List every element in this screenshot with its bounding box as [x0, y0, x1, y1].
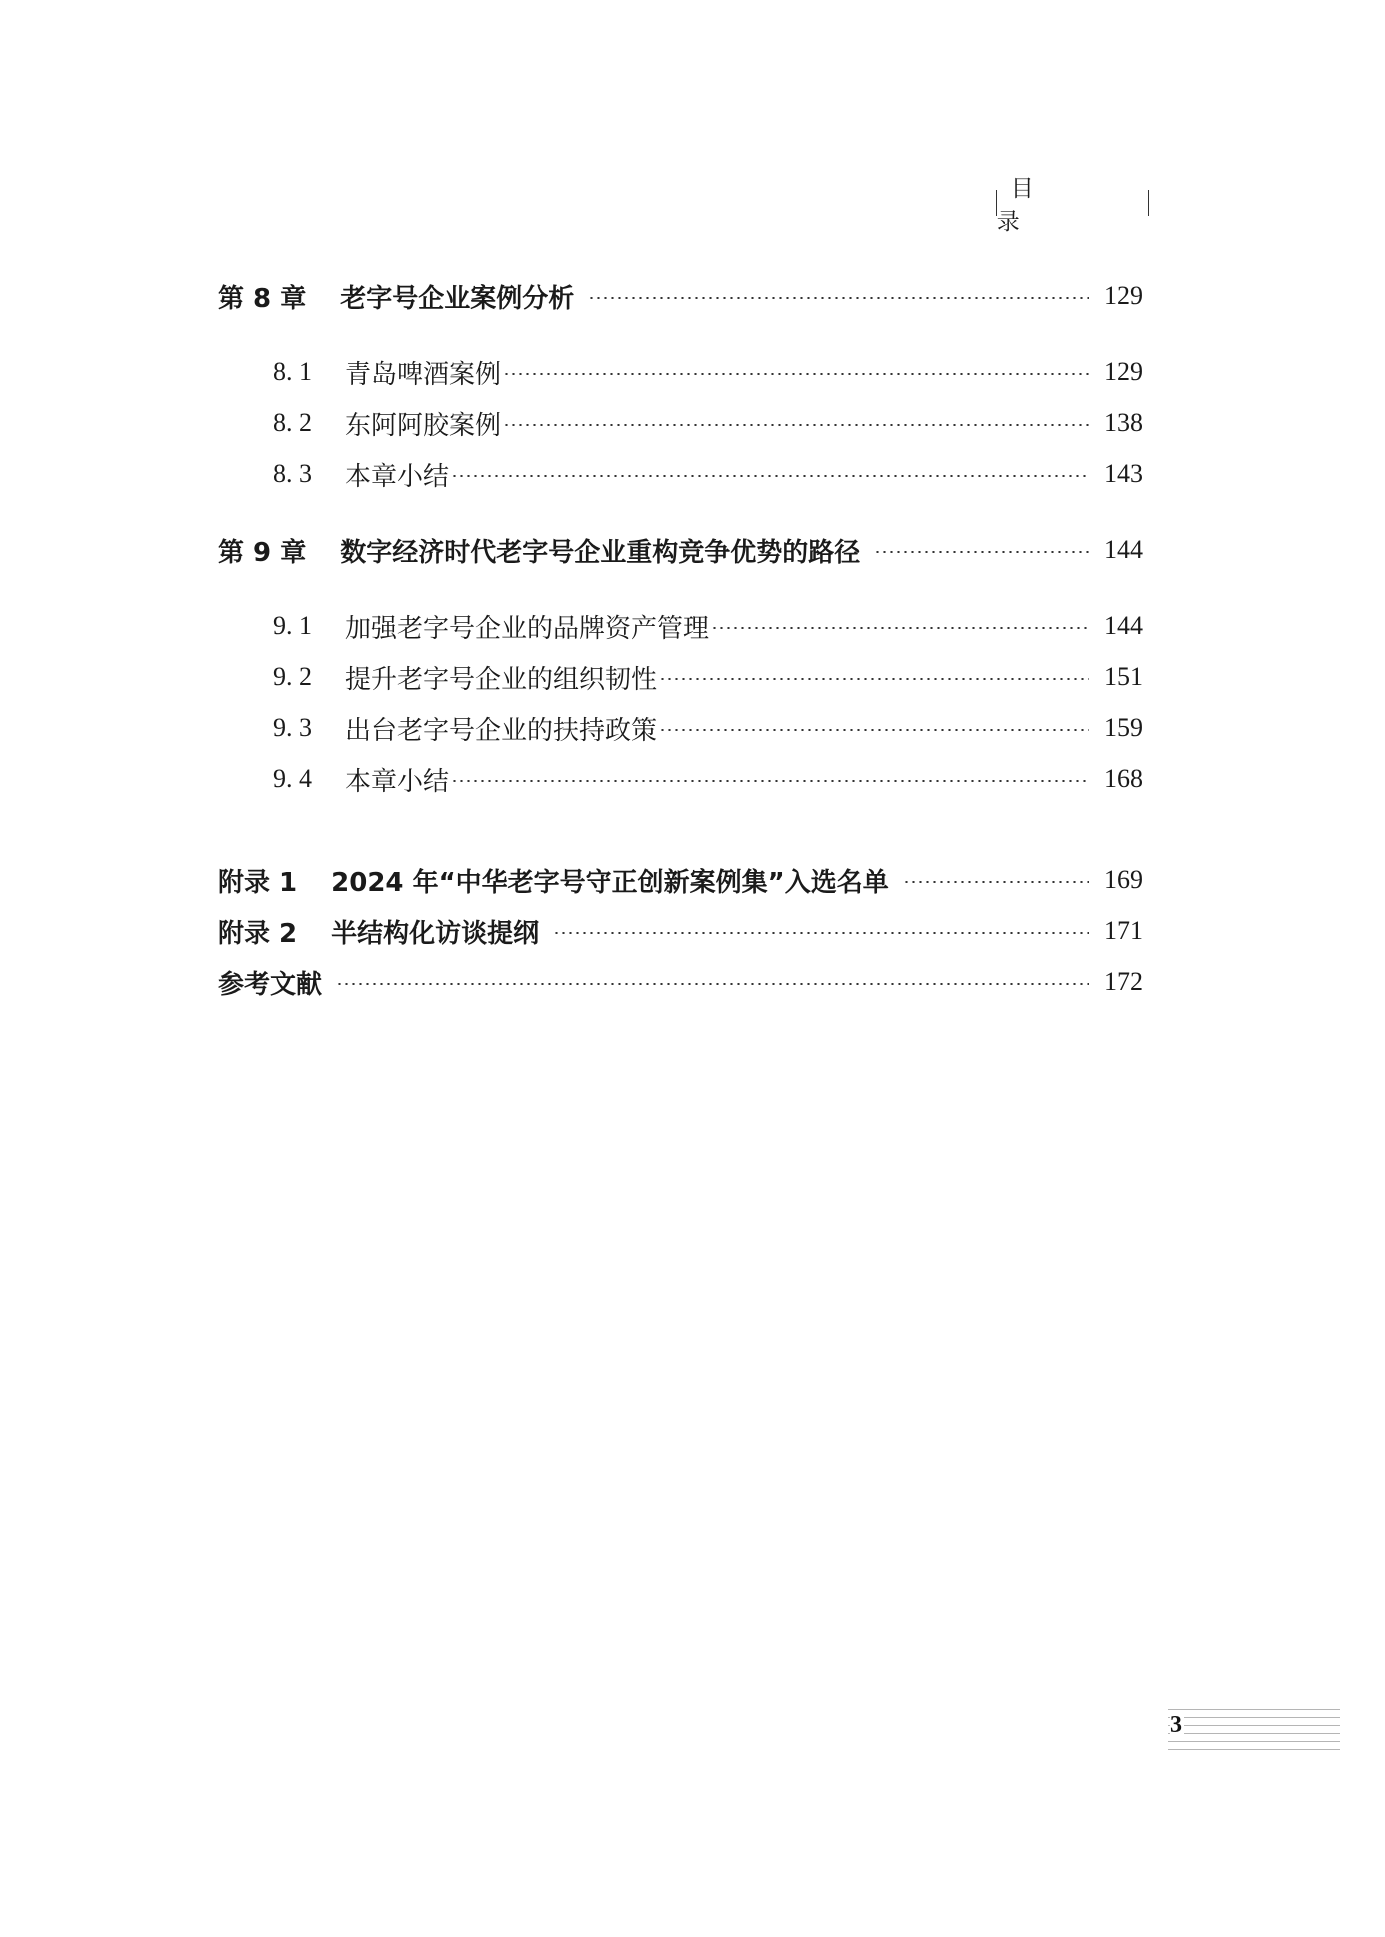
dot-leader: [503, 373, 1089, 375]
toc-section-8-1[interactable]: [218, 352, 1143, 392]
section-title: 提升老字号企业的组织韧性: [345, 664, 658, 695]
toc-references[interactable]: [218, 962, 1143, 1002]
page-ref: 138: [1104, 408, 1143, 437]
dot-leader: [711, 627, 1089, 629]
dot-leader: [336, 983, 1089, 985]
page-ref: 151: [1104, 662, 1143, 691]
references-title: 参考文献: [218, 969, 323, 1000]
section-number: 9. 4: [273, 764, 312, 793]
section-title: 东阿阿胶案例: [345, 410, 502, 441]
folio-rule: [1168, 1709, 1340, 1710]
dot-leader: [451, 780, 1089, 782]
folio-rule: [1168, 1733, 1340, 1734]
folio-rule: [1168, 1749, 1340, 1750]
toc-chapter-8[interactable]: [218, 276, 1143, 316]
page-number: 3: [1170, 1712, 1182, 1738]
section-number: 8. 3: [273, 459, 312, 488]
appendix-number: 附录 1: [218, 867, 298, 898]
dot-leader: [588, 297, 1089, 299]
toc-section-9-4[interactable]: [218, 759, 1143, 799]
section-title: 出台老字号企业的扶持政策: [345, 715, 658, 746]
running-header-title: 目 录: [996, 176, 1062, 235]
section-title: 本章小结: [345, 766, 450, 797]
appendix-number: 附录 2: [218, 918, 298, 949]
toc-section-9-1[interactable]: [218, 606, 1143, 646]
chapter-number: 第 9 章: [218, 537, 307, 568]
dot-leader: [659, 729, 1089, 731]
section-number: 9. 1: [273, 611, 312, 640]
toc-section-8-2[interactable]: [218, 403, 1143, 443]
page-ref: 172: [1104, 967, 1143, 996]
dot-leader: [553, 932, 1089, 934]
section-number: 9. 2: [273, 662, 312, 691]
toc-appendix-1[interactable]: [218, 860, 1143, 900]
toc-section-9-2[interactable]: [218, 657, 1143, 697]
dot-leader: [903, 881, 1089, 883]
chapter-title: 数字经济时代老字号企业重构竞争优势的路径: [340, 537, 861, 568]
section-title: 加强老字号企业的品牌资产管理: [345, 613, 710, 644]
toc-section-9-3[interactable]: [218, 708, 1143, 748]
section-title: 青岛啤酒案例: [345, 359, 502, 390]
folio-rule: [1168, 1741, 1340, 1742]
header-right-rule: [1148, 190, 1149, 216]
appendix-title: 2024 年“中华老字号守正创新案例集”入选名单: [331, 867, 889, 898]
folio-rule: [1168, 1725, 1340, 1726]
section-title: 本章小结: [345, 461, 450, 492]
chapter-title: 老字号企业案例分析: [340, 283, 575, 314]
toc-section-8-3[interactable]: [218, 454, 1143, 494]
chapter-number: 第 8 章: [218, 283, 307, 314]
toc-appendix-2[interactable]: [218, 911, 1143, 951]
folio-block: [1168, 1708, 1340, 1748]
dot-leader: [874, 551, 1089, 553]
running-header: [996, 176, 1149, 235]
page-ref: 159: [1104, 713, 1143, 742]
page-ref: 143: [1104, 459, 1143, 488]
section-number: 8. 2: [273, 408, 312, 437]
dot-leader: [503, 424, 1089, 426]
page-ref: 129: [1104, 281, 1143, 310]
folio-rule: [1168, 1717, 1340, 1718]
dot-leader: [659, 678, 1089, 680]
toc-chapter-9[interactable]: [218, 530, 1143, 570]
section-number: 8. 1: [273, 357, 312, 386]
page-ref: 169: [1104, 865, 1143, 894]
page-ref: 171: [1104, 916, 1143, 945]
dot-leader: [451, 475, 1089, 477]
section-number: 9. 3: [273, 713, 312, 742]
page-ref: 129: [1104, 357, 1143, 386]
appendix-title: 半结构化访谈提纲: [331, 918, 540, 949]
page-ref: 144: [1104, 535, 1143, 564]
page-ref: 144: [1104, 611, 1143, 640]
page-ref: 168: [1104, 764, 1143, 793]
